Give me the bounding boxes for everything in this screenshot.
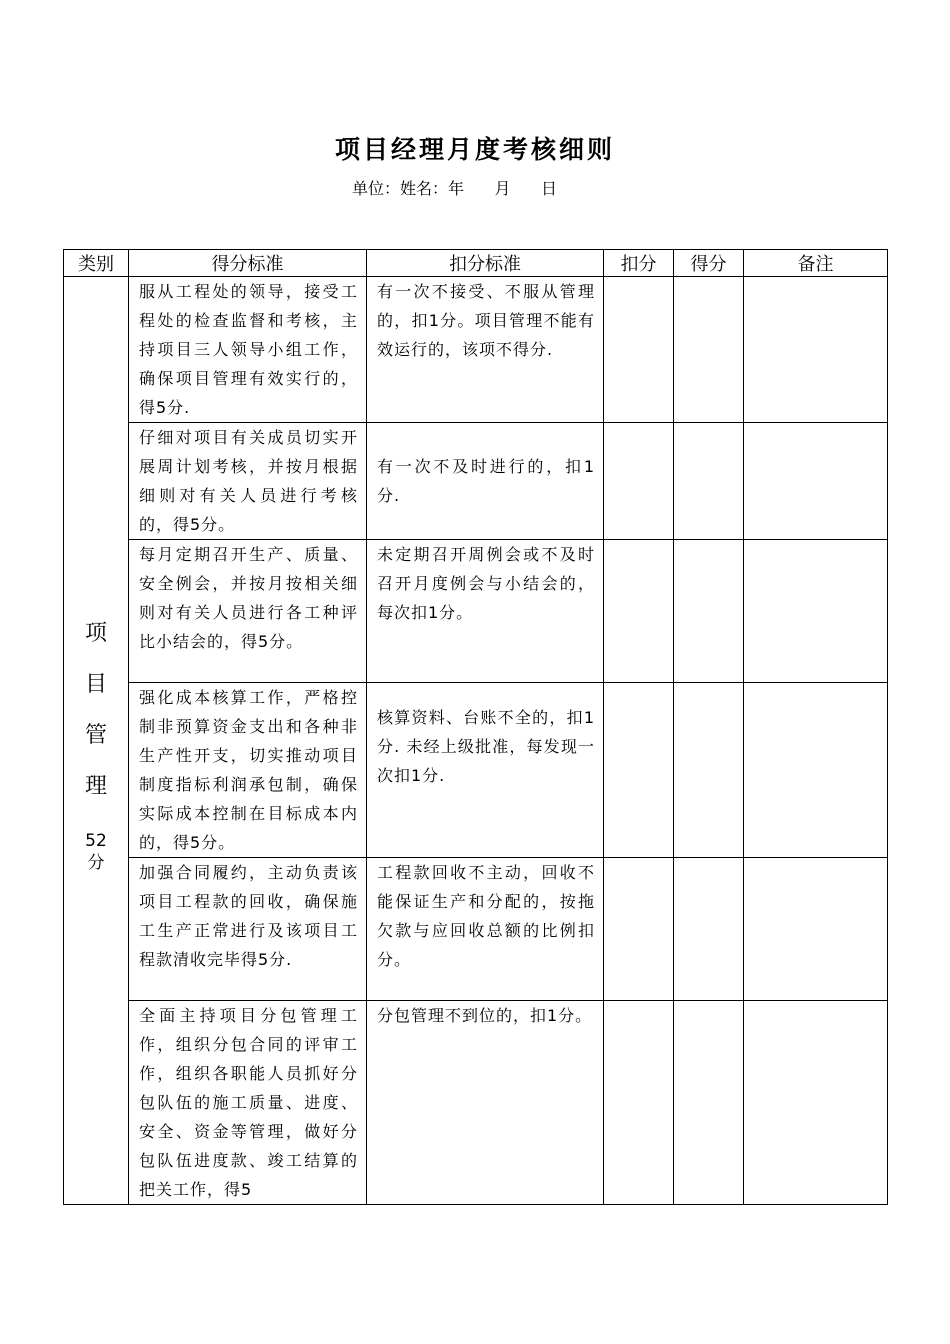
deduction-cell <box>604 423 674 540</box>
page-title: 项目经理月度考核细则 <box>334 135 615 164</box>
header-remarks: 备注 <box>744 250 888 277</box>
score-standard-cell: 全面主持项目分包管理工作，组织分包合同的评审工作，组织各职能人员抓好分包队伍的施工质量、进度、安全、资金等管理，做好分包队伍进度款、竣工结算的把关工作，得5 <box>129 1001 367 1205</box>
score-cell <box>674 1001 744 1205</box>
deduction-standard-cell: 核算资料、台账不全的，扣1分. 未经上级批准，每发现一次扣1分. <box>367 683 604 858</box>
score-cell <box>674 858 744 1001</box>
score-standard-cell: 服从工程处的领导，接受工程处的检查监督和考核，主持项目三人领导小组工作，确保项目管理有效实行的，得5分. <box>129 277 367 423</box>
deduction-cell <box>604 277 674 423</box>
score-standard-cell: 每月定期召开生产、质量、安全例会，并按月按相关细则对有关人员进行各工种评比小结会的，得5分。 <box>129 540 367 683</box>
deduction-cell <box>604 683 674 858</box>
score-standard-cell: 加强合同履约，主动负责该项目工程款的回收，确保施工生产正常进行及该项目工程款清收完毕得5分. <box>129 858 367 1001</box>
score-cell <box>674 683 744 858</box>
table-row <box>64 1001 888 1205</box>
table-row <box>64 858 888 1001</box>
score-cell <box>674 423 744 540</box>
header-deduction-standard: 扣分标准 <box>367 250 604 277</box>
table-header-row <box>64 250 888 277</box>
deduction-standard-cell: 工程款回收不主动，回收不能保证生产和分配的，按拖欠款与应回收总额的比例扣分。 <box>367 858 604 1001</box>
table-row <box>64 277 888 423</box>
header-category: 类别 <box>64 250 129 277</box>
deduction-standard-cell: 有一次不及时进行的，扣1分. <box>367 423 604 540</box>
score-standard-cell: 强化成本核算工作，严格控制非预算资金支出和各种非生产性开支，切实推动项目制度指标利润承包制，确保实际成本控制在目标成本内的，得5分。 <box>129 683 367 858</box>
remarks-cell <box>744 540 888 683</box>
page-subtitle: 单位：姓名：年 月 日 <box>352 179 558 198</box>
deduction-cell <box>604 1001 674 1205</box>
score-cell <box>674 540 744 683</box>
deduction-standard-cell: 分包管理不到位的，扣1分。 <box>367 1001 604 1205</box>
score-cell <box>674 277 744 423</box>
deduction-standard-cell: 未定期召开周例会或不及时召开月度例会与小结会的，每次扣1分。 <box>367 540 604 683</box>
deduction-cell <box>604 858 674 1001</box>
category-cell <box>64 277 129 1205</box>
category-name: 项 目 管 理 <box>84 620 107 799</box>
remarks-cell <box>744 277 888 423</box>
header-score: 得分 <box>674 250 744 277</box>
category-score: 52 分 <box>85 830 107 873</box>
header-score-standard: 得分标准 <box>129 250 367 277</box>
table-row <box>64 423 888 540</box>
remarks-cell <box>744 683 888 858</box>
deduction-standard-cell: 有一次不接受、不服从管理的，扣1分。项目管理不能有效运行的，该项不得分. <box>367 277 604 423</box>
remarks-cell <box>744 858 888 1001</box>
table-row <box>64 683 888 858</box>
deduction-cell <box>604 540 674 683</box>
score-standard-cell: 仔细对项目有关成员切实开展周计划考核，并按月根据细则对有关人员进行考核的，得5分。 <box>129 423 367 540</box>
table-row <box>64 540 888 683</box>
remarks-cell <box>744 423 888 540</box>
assessment-table <box>63 249 888 1205</box>
remarks-cell <box>744 1001 888 1205</box>
header-deduction: 扣分 <box>604 250 674 277</box>
